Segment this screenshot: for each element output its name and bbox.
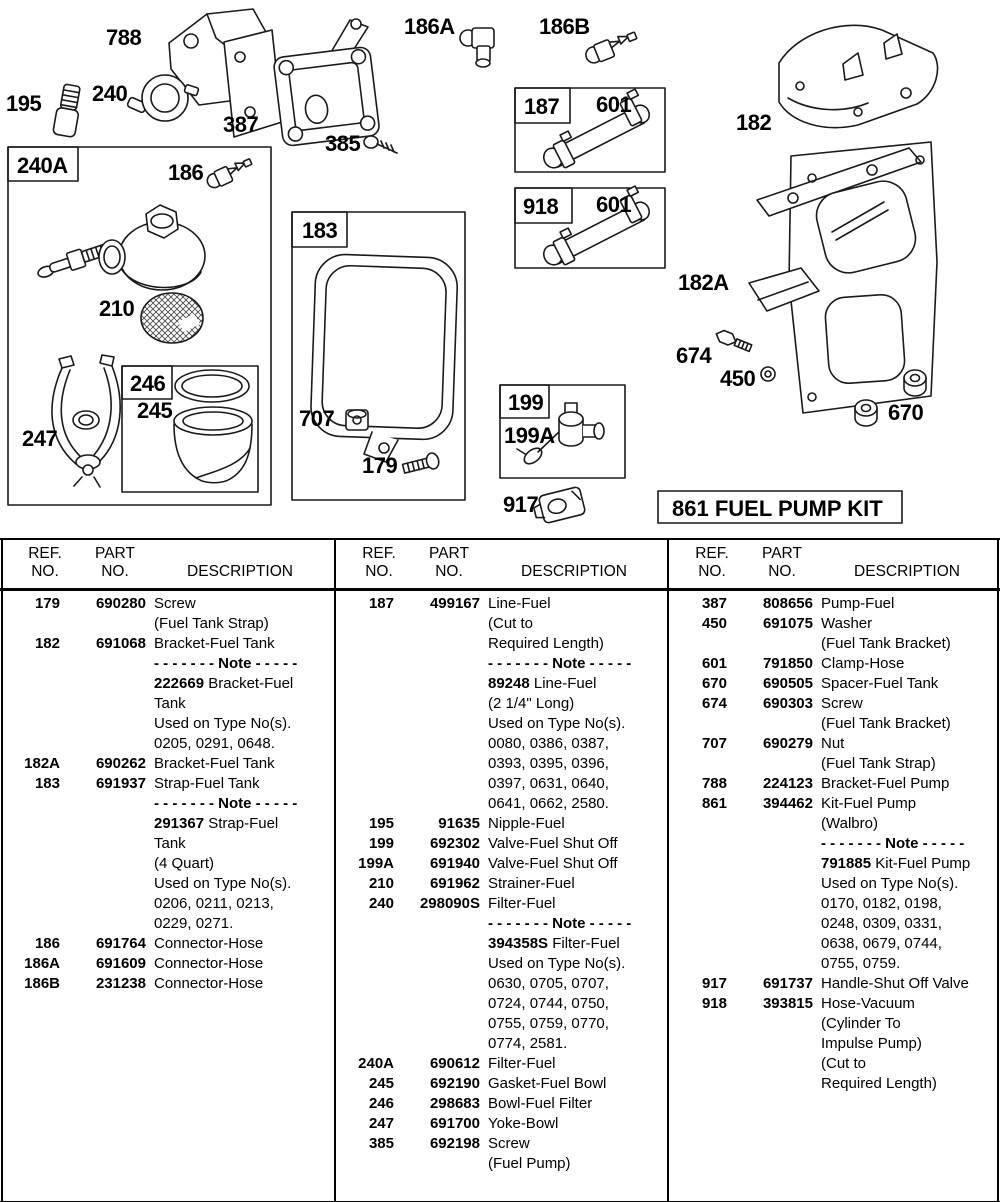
parts-table-line <box>2 914 332 934</box>
part-no-cell: 692302 <box>394 834 480 854</box>
ref-no-cell: 674 <box>669 694 727 714</box>
ref-no-cell: 186B <box>2 974 60 994</box>
parts-table-line <box>669 1014 999 1034</box>
description-cell: 0630, 0705, 0707, <box>488 975 609 992</box>
parts-table-line <box>336 694 666 714</box>
parts-table-line <box>336 954 666 974</box>
description-cell: Connector-Hose <box>154 935 263 952</box>
label-199A: 199A <box>504 424 555 447</box>
description-cell: Screw <box>154 595 196 612</box>
description-cell: Used on Type No(s). <box>488 955 625 972</box>
parts-table-line <box>669 654 999 674</box>
screw-385-drawing <box>364 136 397 153</box>
description-cell: Washer <box>821 615 872 632</box>
ref-no-cell: 187 <box>336 594 394 614</box>
description-header: DESCRIPTION <box>488 563 660 581</box>
fuel-nipple-195-drawing <box>53 83 84 137</box>
description-cell: Screw <box>488 1135 530 1152</box>
description-cell: Nut <box>821 735 844 752</box>
ref-no-cell: 245 <box>336 1074 394 1094</box>
label-210: 210 <box>99 297 134 320</box>
parts-table-line <box>2 934 332 954</box>
ref-no-cell: 707 <box>669 734 727 754</box>
label-917: 917 <box>503 493 538 516</box>
description-cell: Filter-Fuel <box>488 1055 556 1072</box>
part-no-cell: 691764 <box>60 934 146 954</box>
parts-table-line <box>669 894 999 914</box>
table-header-col1 <box>2 540 332 588</box>
spacer-670-drawing <box>855 400 877 426</box>
shutoff-handle-drawing <box>531 486 585 525</box>
label-187: 187 <box>524 95 559 118</box>
fuel-bowl-gasket-drawing <box>175 370 249 402</box>
parts-table-line <box>669 674 999 694</box>
description-cell: Tank <box>154 835 186 852</box>
parts-table-line <box>669 794 999 814</box>
parts-table-line <box>669 854 999 874</box>
part-no-header: PART NO. <box>418 545 480 581</box>
description-cell: 0205, 0291, 0648. <box>154 735 275 752</box>
label-186: 186 <box>168 161 203 184</box>
description-cell: 0641, 0662, 2580. <box>488 795 609 812</box>
parts-table-line <box>336 1054 666 1074</box>
description-cell: Used on Type No(s). <box>821 875 958 892</box>
description-cell: Pump-Fuel <box>821 595 894 612</box>
label-195: 195 <box>6 92 41 115</box>
description-cell: Valve-Fuel Shut Off <box>488 855 618 872</box>
description-cell: Kit-Fuel Pump <box>821 795 916 812</box>
description-cell: 222669 Bracket-Fuel <box>154 675 293 692</box>
label-385: 385 <box>325 132 360 155</box>
parts-table-line <box>336 1134 666 1154</box>
label-199: 199 <box>508 391 543 414</box>
ref-no-cell: 240 <box>336 894 394 914</box>
ref-no-header: REF. NO. <box>14 545 76 581</box>
description-cell: 0724, 0744, 0750, <box>488 995 609 1012</box>
description-cell: 0755, 0759, 0770, <box>488 1015 609 1032</box>
description-cell: Yoke-Bowl <box>488 1115 558 1132</box>
description-cell: 0206, 0211, 0213, <box>154 895 274 912</box>
parts-table-line <box>2 674 332 694</box>
part-no-cell: 690262 <box>60 754 146 774</box>
parts-table-line <box>669 914 999 934</box>
parts-table-line <box>336 814 666 834</box>
part-no-cell: 499167 <box>394 594 480 614</box>
part-no-cell: 690279 <box>727 734 813 754</box>
label-707: 707 <box>299 407 334 430</box>
part-no-cell: 692190 <box>394 1074 480 1094</box>
table-header-col2 <box>336 540 666 588</box>
description-cell: Bracket-Fuel Pump <box>821 775 949 792</box>
label-183: 183 <box>302 219 337 242</box>
washer-450-drawing <box>761 367 775 381</box>
label-670: 670 <box>888 401 923 424</box>
description-cell: 791885 Kit-Fuel Pump <box>821 855 970 872</box>
description-cell: (Fuel Pump) <box>488 1155 571 1172</box>
label-246: 246 <box>130 372 165 395</box>
parts-table-line <box>336 994 666 1014</box>
parts-table-line <box>669 754 999 774</box>
ref-no-cell: 182 <box>2 634 60 654</box>
parts-table-line <box>336 1014 666 1034</box>
description-cell: 0248, 0309, 0331, <box>821 915 942 932</box>
table-column-1 <box>2 588 332 1200</box>
description-cell: - - - - - - - Note - - - - - <box>488 655 631 672</box>
part-no-cell: 690303 <box>727 694 813 714</box>
parts-table-line <box>669 694 999 714</box>
ref-no-cell: 195 <box>336 814 394 834</box>
ref-no-cell: 385 <box>336 1134 394 1154</box>
parts-table-line <box>2 634 332 654</box>
ref-no-cell: 450 <box>669 614 727 634</box>
parts-table-line <box>2 814 332 834</box>
description-cell: Required Length) <box>821 1075 937 1092</box>
label-240A: 240A <box>17 154 68 177</box>
description-cell: (Walbro) <box>821 815 878 832</box>
description-cell: (Cut to <box>821 1055 866 1072</box>
description-cell: 0229, 0271. <box>154 915 233 932</box>
description-cell: Bracket-Fuel Tank <box>154 755 275 772</box>
parts-table-line <box>336 1154 666 1174</box>
parts-table-line <box>2 754 332 774</box>
label-247: 247 <box>22 427 57 450</box>
description-cell: 0755, 0759. <box>821 955 900 972</box>
description-cell: 0774, 2581. <box>488 1035 567 1052</box>
label-918: 918 <box>523 195 558 218</box>
region-box-240A <box>8 147 271 505</box>
spacer-670-drawing <box>904 370 926 396</box>
ref-no-header: REF. NO. <box>681 545 743 581</box>
description-cell: - - - - - - - Note - - - - - <box>821 835 964 852</box>
ref-no-cell: 246 <box>336 1094 394 1114</box>
ref-no-cell: 247 <box>336 1114 394 1134</box>
part-no-cell: 690505 <box>727 674 813 694</box>
description-cell: 291367 Strap-Fuel <box>154 815 278 832</box>
parts-table-line <box>2 714 332 734</box>
description-cell: Used on Type No(s). <box>154 875 291 892</box>
parts-table-line <box>669 994 999 1014</box>
ref-no-cell: 917 <box>669 974 727 994</box>
parts-table-line <box>336 634 666 654</box>
ref-no-cell: 670 <box>669 674 727 694</box>
nut-707-drawing <box>346 410 368 430</box>
parts-table-line <box>336 854 666 874</box>
parts-table-line <box>336 734 666 754</box>
description-cell: - - - - - - - Note - - - - - <box>154 795 297 812</box>
part-no-cell: 690280 <box>60 594 146 614</box>
label-179: 179 <box>362 454 397 477</box>
description-cell: 0638, 0679, 0744, <box>821 935 942 952</box>
description-cell: Impulse Pump) <box>821 1035 922 1052</box>
part-no-cell: 393815 <box>727 994 813 1014</box>
description-cell: (2 1/4" Long) <box>488 695 574 712</box>
description-cell: (Fuel Tank Bracket) <box>821 635 951 652</box>
part-no-cell: 298683 <box>394 1094 480 1114</box>
table-header-col3 <box>669 540 999 588</box>
ref-no-cell: 210 <box>336 874 394 894</box>
parts-table-line <box>336 674 666 694</box>
label-186A: 186A <box>404 15 455 38</box>
ref-no-cell: 183 <box>2 774 60 794</box>
description-cell: Bowl-Fuel Filter <box>488 1095 592 1112</box>
description-cell: (4 Quart) <box>154 855 214 872</box>
part-no-cell: 691609 <box>60 954 146 974</box>
parts-table-line <box>336 1094 666 1114</box>
ref-no-cell: 918 <box>669 994 727 1014</box>
fuel-filter-bowl-drawing <box>174 407 252 483</box>
description-cell: Strap-Fuel Tank <box>154 775 260 792</box>
parts-table-line <box>336 754 666 774</box>
description-cell: Line-Fuel <box>488 595 551 612</box>
part-no-cell: 691937 <box>60 774 146 794</box>
description-cell: Bracket-Fuel Tank <box>154 635 275 652</box>
description-cell: (Fuel Tank Strap) <box>154 615 269 632</box>
parts-table-line <box>669 594 999 614</box>
table-column-3 <box>669 588 999 1200</box>
part-no-cell: 91635 <box>394 814 480 834</box>
description-cell: (Fuel Tank Bracket) <box>821 715 951 732</box>
parts-table-line <box>336 614 666 634</box>
parts-table-line <box>336 934 666 954</box>
parts-table-line <box>336 894 666 914</box>
parts-table-line <box>669 734 999 754</box>
ref-no-cell: 199 <box>336 834 394 854</box>
ref-no-cell: 861 <box>669 794 727 814</box>
part-no-cell: 394462 <box>727 794 813 814</box>
ref-no-cell: 601 <box>669 654 727 674</box>
label-240: 240 <box>92 82 127 105</box>
description-cell: Nipple-Fuel <box>488 815 565 832</box>
description-cell: (Cylinder To <box>821 1015 901 1032</box>
part-no-cell: 691940 <box>394 854 480 874</box>
connector-186B-drawing <box>583 29 640 66</box>
parts-table-line <box>336 1034 666 1054</box>
fuel-pump-kit-title: 861 FUEL PUMP KIT <box>672 497 883 520</box>
parts-table-line <box>336 874 666 894</box>
description-cell: Hose-Vacuum <box>821 995 915 1012</box>
elbow-connector-186A-drawing <box>460 28 494 67</box>
parts-table-line <box>336 594 666 614</box>
parts-table-line <box>669 814 999 834</box>
parts-table-line <box>336 1074 666 1094</box>
tank-bracket-182-drawing <box>779 25 938 127</box>
parts-table-line <box>669 954 999 974</box>
parts-table-line <box>669 1074 999 1094</box>
parts-table-line <box>669 1034 999 1054</box>
part-no-cell: 690612 <box>394 1054 480 1074</box>
parts-table-line <box>669 714 999 734</box>
description-cell: Strainer-Fuel <box>488 875 575 892</box>
connector-186-drawing <box>205 156 255 191</box>
part-no-cell: 691737 <box>727 974 813 994</box>
part-no-cell: 791850 <box>727 654 813 674</box>
parts-table-line <box>2 594 332 614</box>
fuel-valve-body-drawing <box>99 205 205 290</box>
parts-table-line <box>669 834 999 854</box>
description-cell: Gasket-Fuel Bowl <box>488 1075 606 1092</box>
description-cell: Connector-Hose <box>154 975 263 992</box>
description-cell: Used on Type No(s). <box>488 715 625 732</box>
label-450: 450 <box>720 367 755 390</box>
description-cell: Spacer-Fuel Tank <box>821 675 938 692</box>
parts-table-line <box>669 614 999 634</box>
table-column-2 <box>336 588 666 1200</box>
label-182: 182 <box>736 111 771 134</box>
part-no-cell: 224123 <box>727 774 813 794</box>
description-cell: 0397, 0631, 0640, <box>488 775 609 792</box>
parts-table-line <box>2 654 332 674</box>
parts-table-line <box>336 794 666 814</box>
parts-table-line <box>336 654 666 674</box>
part-no-header: PART NO. <box>751 545 813 581</box>
description-cell: 0393, 0395, 0396, <box>488 755 609 772</box>
description-cell: Tank <box>154 695 186 712</box>
parts-table-line <box>2 794 332 814</box>
label-788: 788 <box>106 26 141 49</box>
parts-table-line <box>669 934 999 954</box>
parts-table-line <box>2 774 332 794</box>
parts-table-line <box>669 1054 999 1074</box>
description-cell: Required Length) <box>488 635 604 652</box>
part-no-cell: 691068 <box>60 634 146 654</box>
description-header: DESCRIPTION <box>821 563 993 581</box>
part-no-cell: 692198 <box>394 1134 480 1154</box>
parts-table-line <box>336 834 666 854</box>
parts-table-line <box>2 834 332 854</box>
description-cell: Used on Type No(s). <box>154 715 291 732</box>
parts-table-line <box>2 694 332 714</box>
description-cell: - - - - - - - Note - - - - - <box>154 655 297 672</box>
parts-table <box>0 538 1000 1202</box>
bowl-yoke-drawing <box>52 355 120 487</box>
screw-179-drawing <box>402 452 441 476</box>
part-no-cell: 691700 <box>394 1114 480 1134</box>
ref-no-cell: 186 <box>2 934 60 954</box>
description-cell: 394358S Filter-Fuel <box>488 935 620 952</box>
ref-no-cell: 240A <box>336 1054 394 1074</box>
parts-table-line <box>2 614 332 634</box>
label-245: 245 <box>137 399 172 422</box>
description-cell: (Fuel Tank Strap) <box>821 755 936 772</box>
description-cell: (Cut to <box>488 615 533 632</box>
ref-no-header: REF. NO. <box>348 545 410 581</box>
part-no-cell: 808656 <box>727 594 813 614</box>
part-no-cell: 691962 <box>394 874 480 894</box>
parts-table-line <box>2 894 332 914</box>
description-cell: Connector-Hose <box>154 955 263 972</box>
ref-no-cell: 788 <box>669 774 727 794</box>
label-601-a: 601 <box>596 93 631 116</box>
parts-table-line <box>2 954 332 974</box>
ref-no-cell: 179 <box>2 594 60 614</box>
parts-table-line <box>2 874 332 894</box>
part-no-header: PART NO. <box>84 545 146 581</box>
fuel-strainer-drawing <box>141 293 203 343</box>
ref-no-cell: 199A <box>336 854 394 874</box>
part-no-cell: 298090S <box>394 894 480 914</box>
parts-table-line <box>336 1114 666 1134</box>
description-cell: Screw <box>821 695 863 712</box>
parts-table-line <box>669 974 999 994</box>
label-387: 387 <box>223 113 258 136</box>
parts-table-line <box>336 914 666 934</box>
description-cell: Filter-Fuel <box>488 895 556 912</box>
ref-no-cell: 387 <box>669 594 727 614</box>
parts-table-line <box>669 874 999 894</box>
description-cell: 89248 Line-Fuel <box>488 675 596 692</box>
diagram-line-art <box>0 0 1000 538</box>
description-cell: - - - - - - - Note - - - - - <box>488 915 631 932</box>
parts-table-line <box>2 734 332 754</box>
part-no-cell: 231238 <box>60 974 146 994</box>
parts-table-line <box>336 714 666 734</box>
parts-table-line <box>336 774 666 794</box>
description-cell: 0170, 0182, 0198, <box>821 895 942 912</box>
parts-table-line <box>2 974 332 994</box>
part-no-cell: 691075 <box>727 614 813 634</box>
label-182A: 182A <box>678 271 729 294</box>
description-cell: Handle-Shut Off Valve <box>821 975 969 992</box>
label-601-b: 601 <box>596 193 631 216</box>
ref-no-cell: 186A <box>2 954 60 974</box>
description-cell: Valve-Fuel Shut Off <box>488 835 618 852</box>
exploded-parts-diagram <box>0 0 1000 538</box>
label-674: 674 <box>676 344 711 367</box>
parts-table-line <box>669 634 999 654</box>
parts-table-line <box>2 854 332 874</box>
label-186B: 186B <box>539 15 590 38</box>
parts-table-line <box>336 974 666 994</box>
parts-table-line <box>669 774 999 794</box>
description-cell: 0080, 0386, 0387, <box>488 735 609 752</box>
description-cell: Clamp-Hose <box>821 655 904 672</box>
description-header: DESCRIPTION <box>154 563 326 581</box>
screw-674-drawing <box>714 328 753 353</box>
ref-no-cell: 182A <box>2 754 60 774</box>
